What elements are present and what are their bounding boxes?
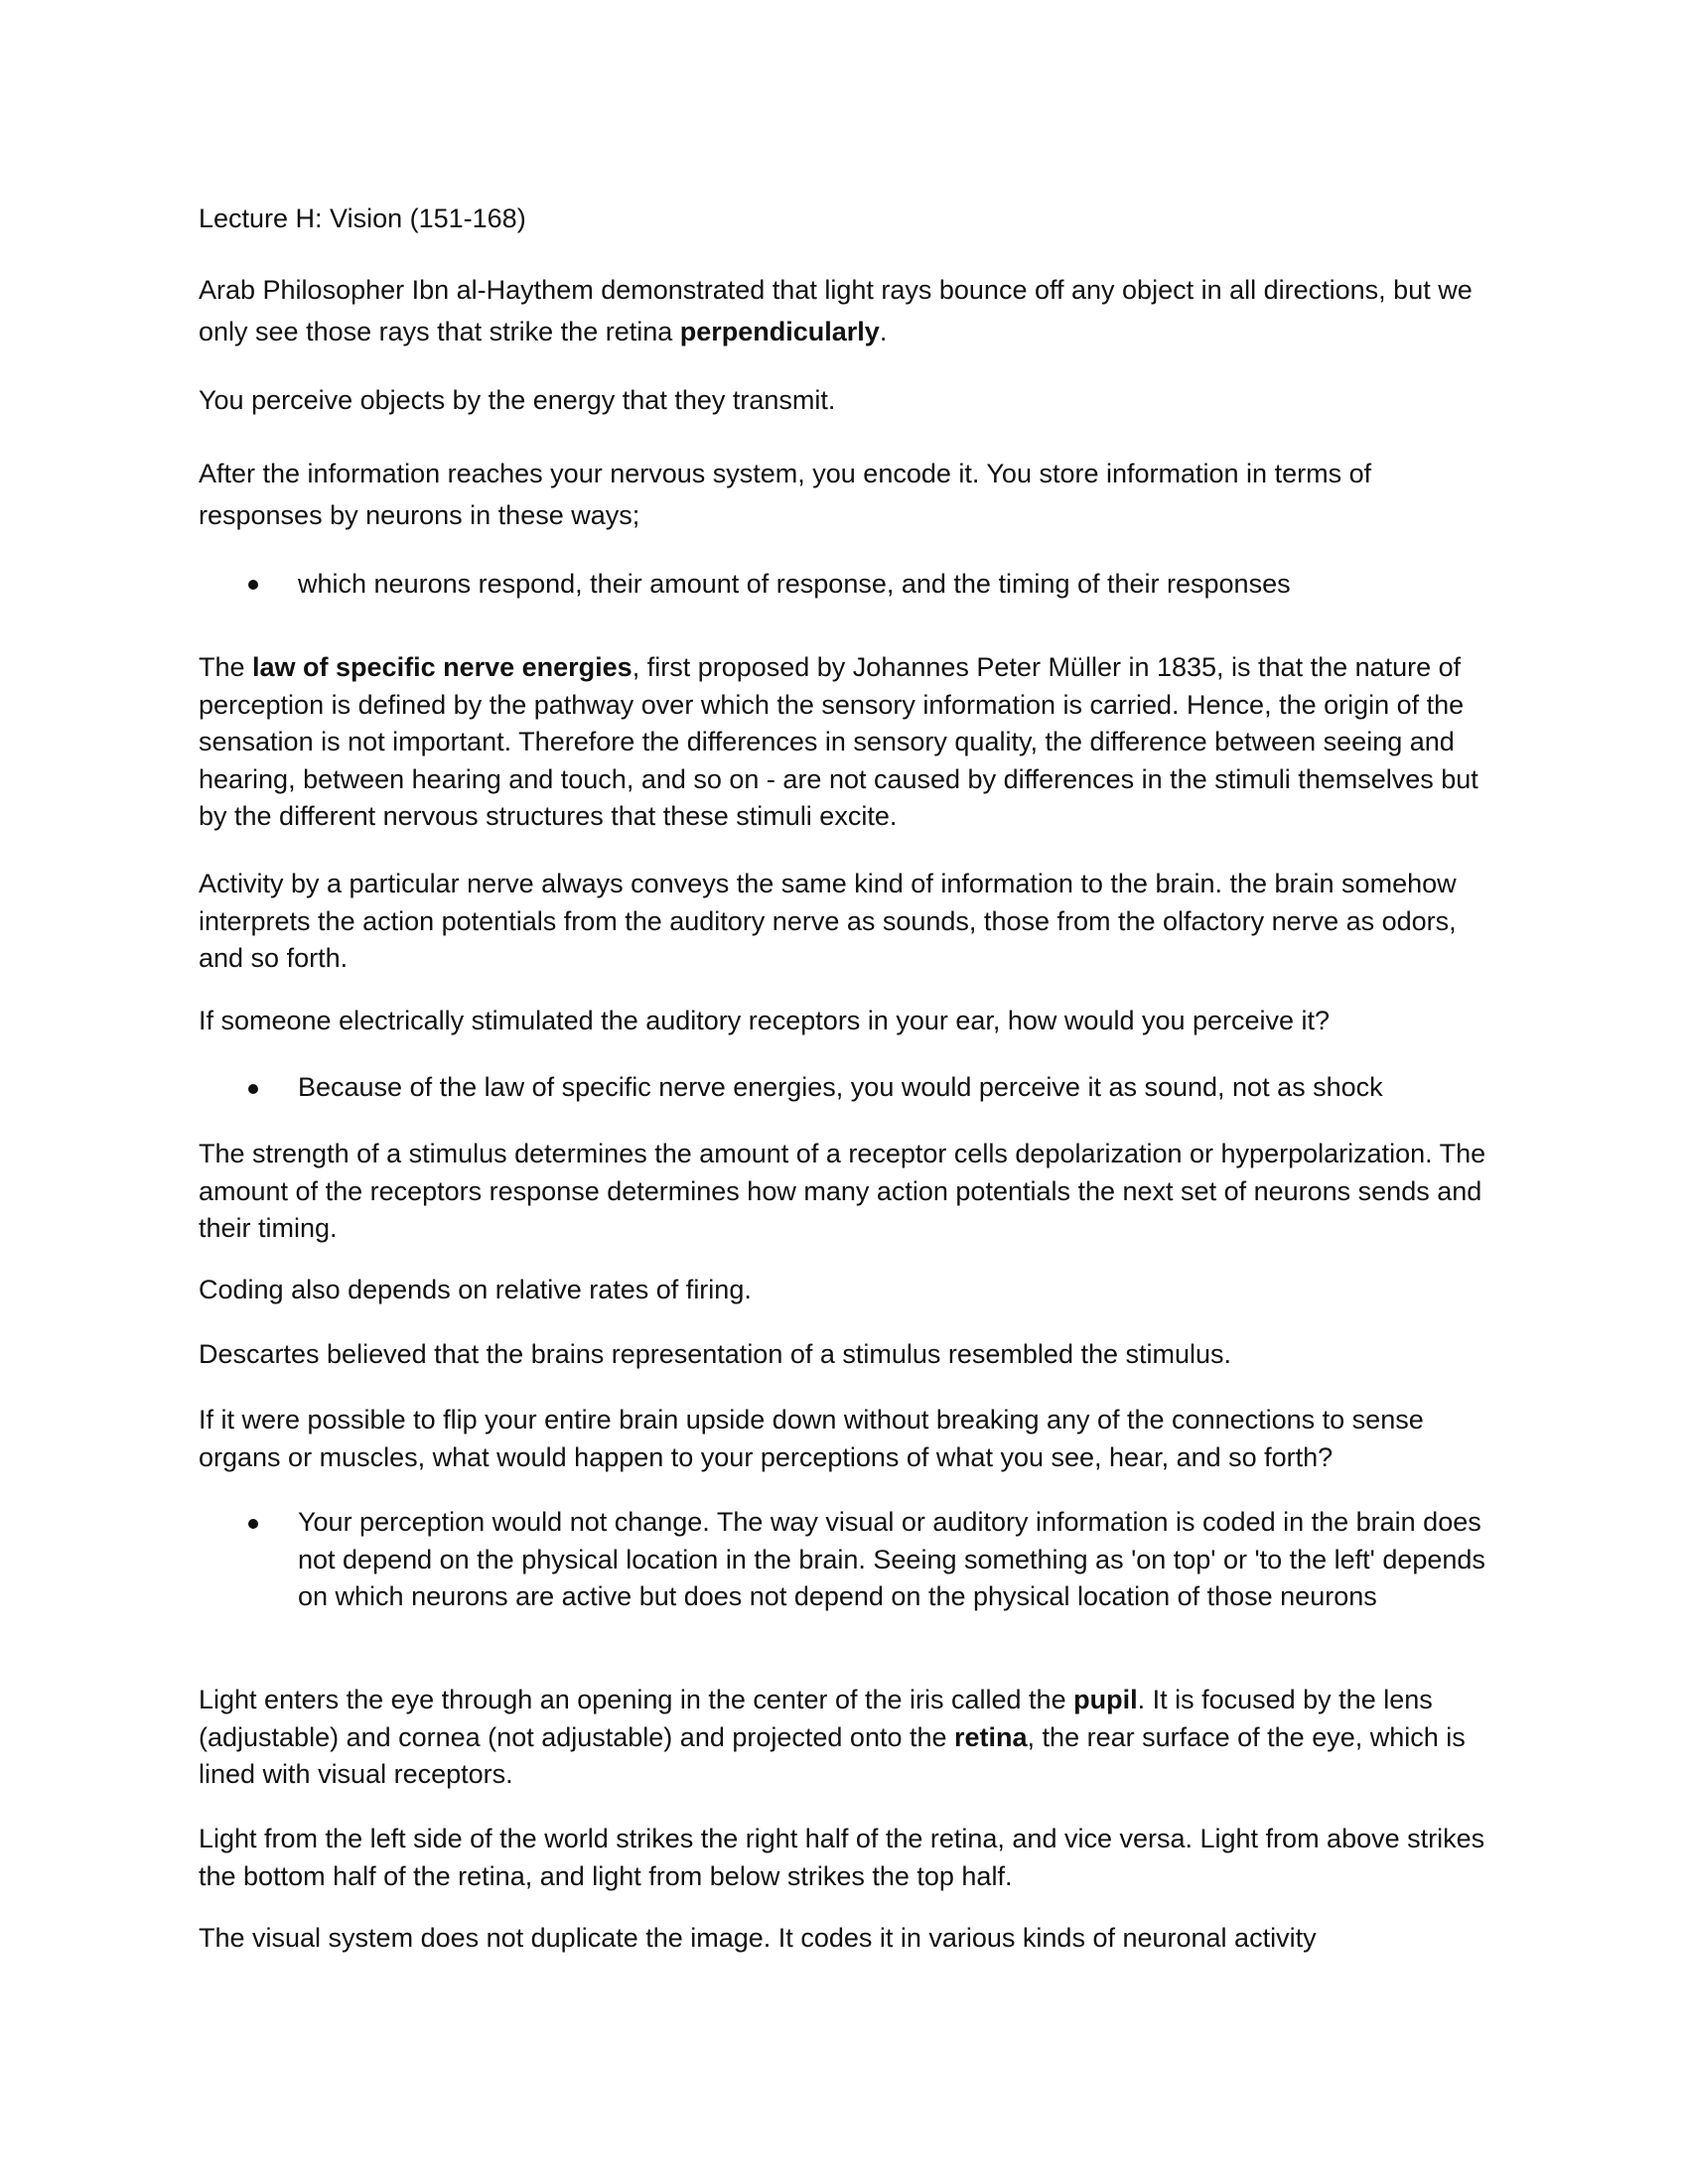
paragraph-descartes: Descartes believed that the brains representation of a stimulus resembled the stimulus. — [199, 1339, 1232, 1369]
paragraph-nerve-activity: Activity by a particular nerve always conveys the same kind of information to the brain. the brain somehow interprets the action potentials from the auditory nerve as sounds, those from the olfactory nerve as odors, and so forth. — [199, 869, 1457, 973]
paragraph-text: , first proposed by Johannes Peter Müller in 1835, is that the nature of perception is defined by the pathway over which the sensory information is carried. Hence, the origin of the sensation is not important. Therefore the differences in sensory quality, the difference between seeing and hearing, between hearing and touch, and so on - are not caused by differences in the stimuli themselves but by the different nervous structures that these stimuli excite. — [199, 652, 1478, 831]
paragraph-law-of-specific-nerve-energies — [199, 649, 1494, 836]
paragraph-text: , the rear surface of the eye, which is lined with visual receptors. — [199, 1721, 1466, 1789]
bold-term-retina: retina — [954, 1721, 1028, 1752]
paragraph-text: Light enters the eye through an opening in the center of the iris called the — [199, 1685, 1074, 1714]
paragraph-text: The — [199, 652, 253, 682]
bullet-icon — [248, 1519, 258, 1529]
paragraph-pupil-retina — [199, 1682, 1494, 1794]
bullet-item-neuron-response: which neurons respond, their amount of response, and the timing of their responses — [298, 569, 1291, 599]
paragraph-stimulus-strength: The strength of a stimulus determines the amount of a receptor cells depolarization or hyperpolarization. The amount of the receptors response determines how many action potentials the next set of neurons sends and their timing. — [199, 1139, 1486, 1243]
paragraph-text: . It is focused by the lens (adjustable) and cornea (not adjustable) and projected onto the — [199, 1685, 1433, 1752]
paragraph-energy: You perceive objects by the energy that they transmit. — [199, 385, 836, 415]
paragraph-relative-rates: Coding also depends on relative rates of firing. — [199, 1275, 752, 1304]
paragraph-question-flip-brain: If it were possible to flip your entire brain upside down without breaking any of the connections to sense organs or muscles, what would happen to your perceptions of what you see, hear, and so forth? — [199, 1405, 1424, 1472]
bullet-icon — [248, 580, 258, 590]
bullet-icon — [248, 1084, 258, 1094]
paragraph-text: Arab Philosopher Ibn al-Haythem demonstrated that light rays bounce off any object in all directions, but we only see those rays that strike the retina — [199, 275, 1473, 346]
paragraph-visual-coding: The visual system does not duplicate the image. It codes it in various kinds of neuronal activity — [199, 1923, 1317, 1953]
paragraph-ibn-al-haythem — [199, 269, 1494, 352]
page-title: Lecture H: Vision (151-168) — [199, 204, 526, 233]
bullet-item-sound-not-shock: Because of the law of specific nerve energies, you would perceive it as sound, not as shock — [298, 1072, 1383, 1102]
bold-term-pupil: pupil — [1073, 1685, 1138, 1714]
bold-term-law-of-specific-nerve-energies: law of specific nerve energies — [252, 652, 633, 682]
paragraph-question-auditory: If someone electrically stimulated the auditory receptors in your ear, how would you perceive it? — [199, 1006, 1331, 1035]
bold-term-perpendicularly: perpendicularly — [679, 317, 880, 346]
paragraph-text: . — [879, 317, 888, 346]
paragraph-encoding: After the information reaches your nervous system, you encode it. You store information in terms of responses by neurons in these ways; — [199, 459, 1372, 530]
paragraph-light-direction: Light from the left side of the world strikes the right half of the retina, and vice versa. Light from above strikes the bottom half of the retina, and light from below strikes the top half. — [199, 1824, 1485, 1891]
bullet-item-perception-unchanged: Your perception would not change. The way visual or auditory information is coded in the brain does not depend on the physical location in the brain. Seeing something as 'on top' or 'to the left' depends on which neurons are active but does not depend on the physical location of those neurons — [298, 1507, 1485, 1611]
